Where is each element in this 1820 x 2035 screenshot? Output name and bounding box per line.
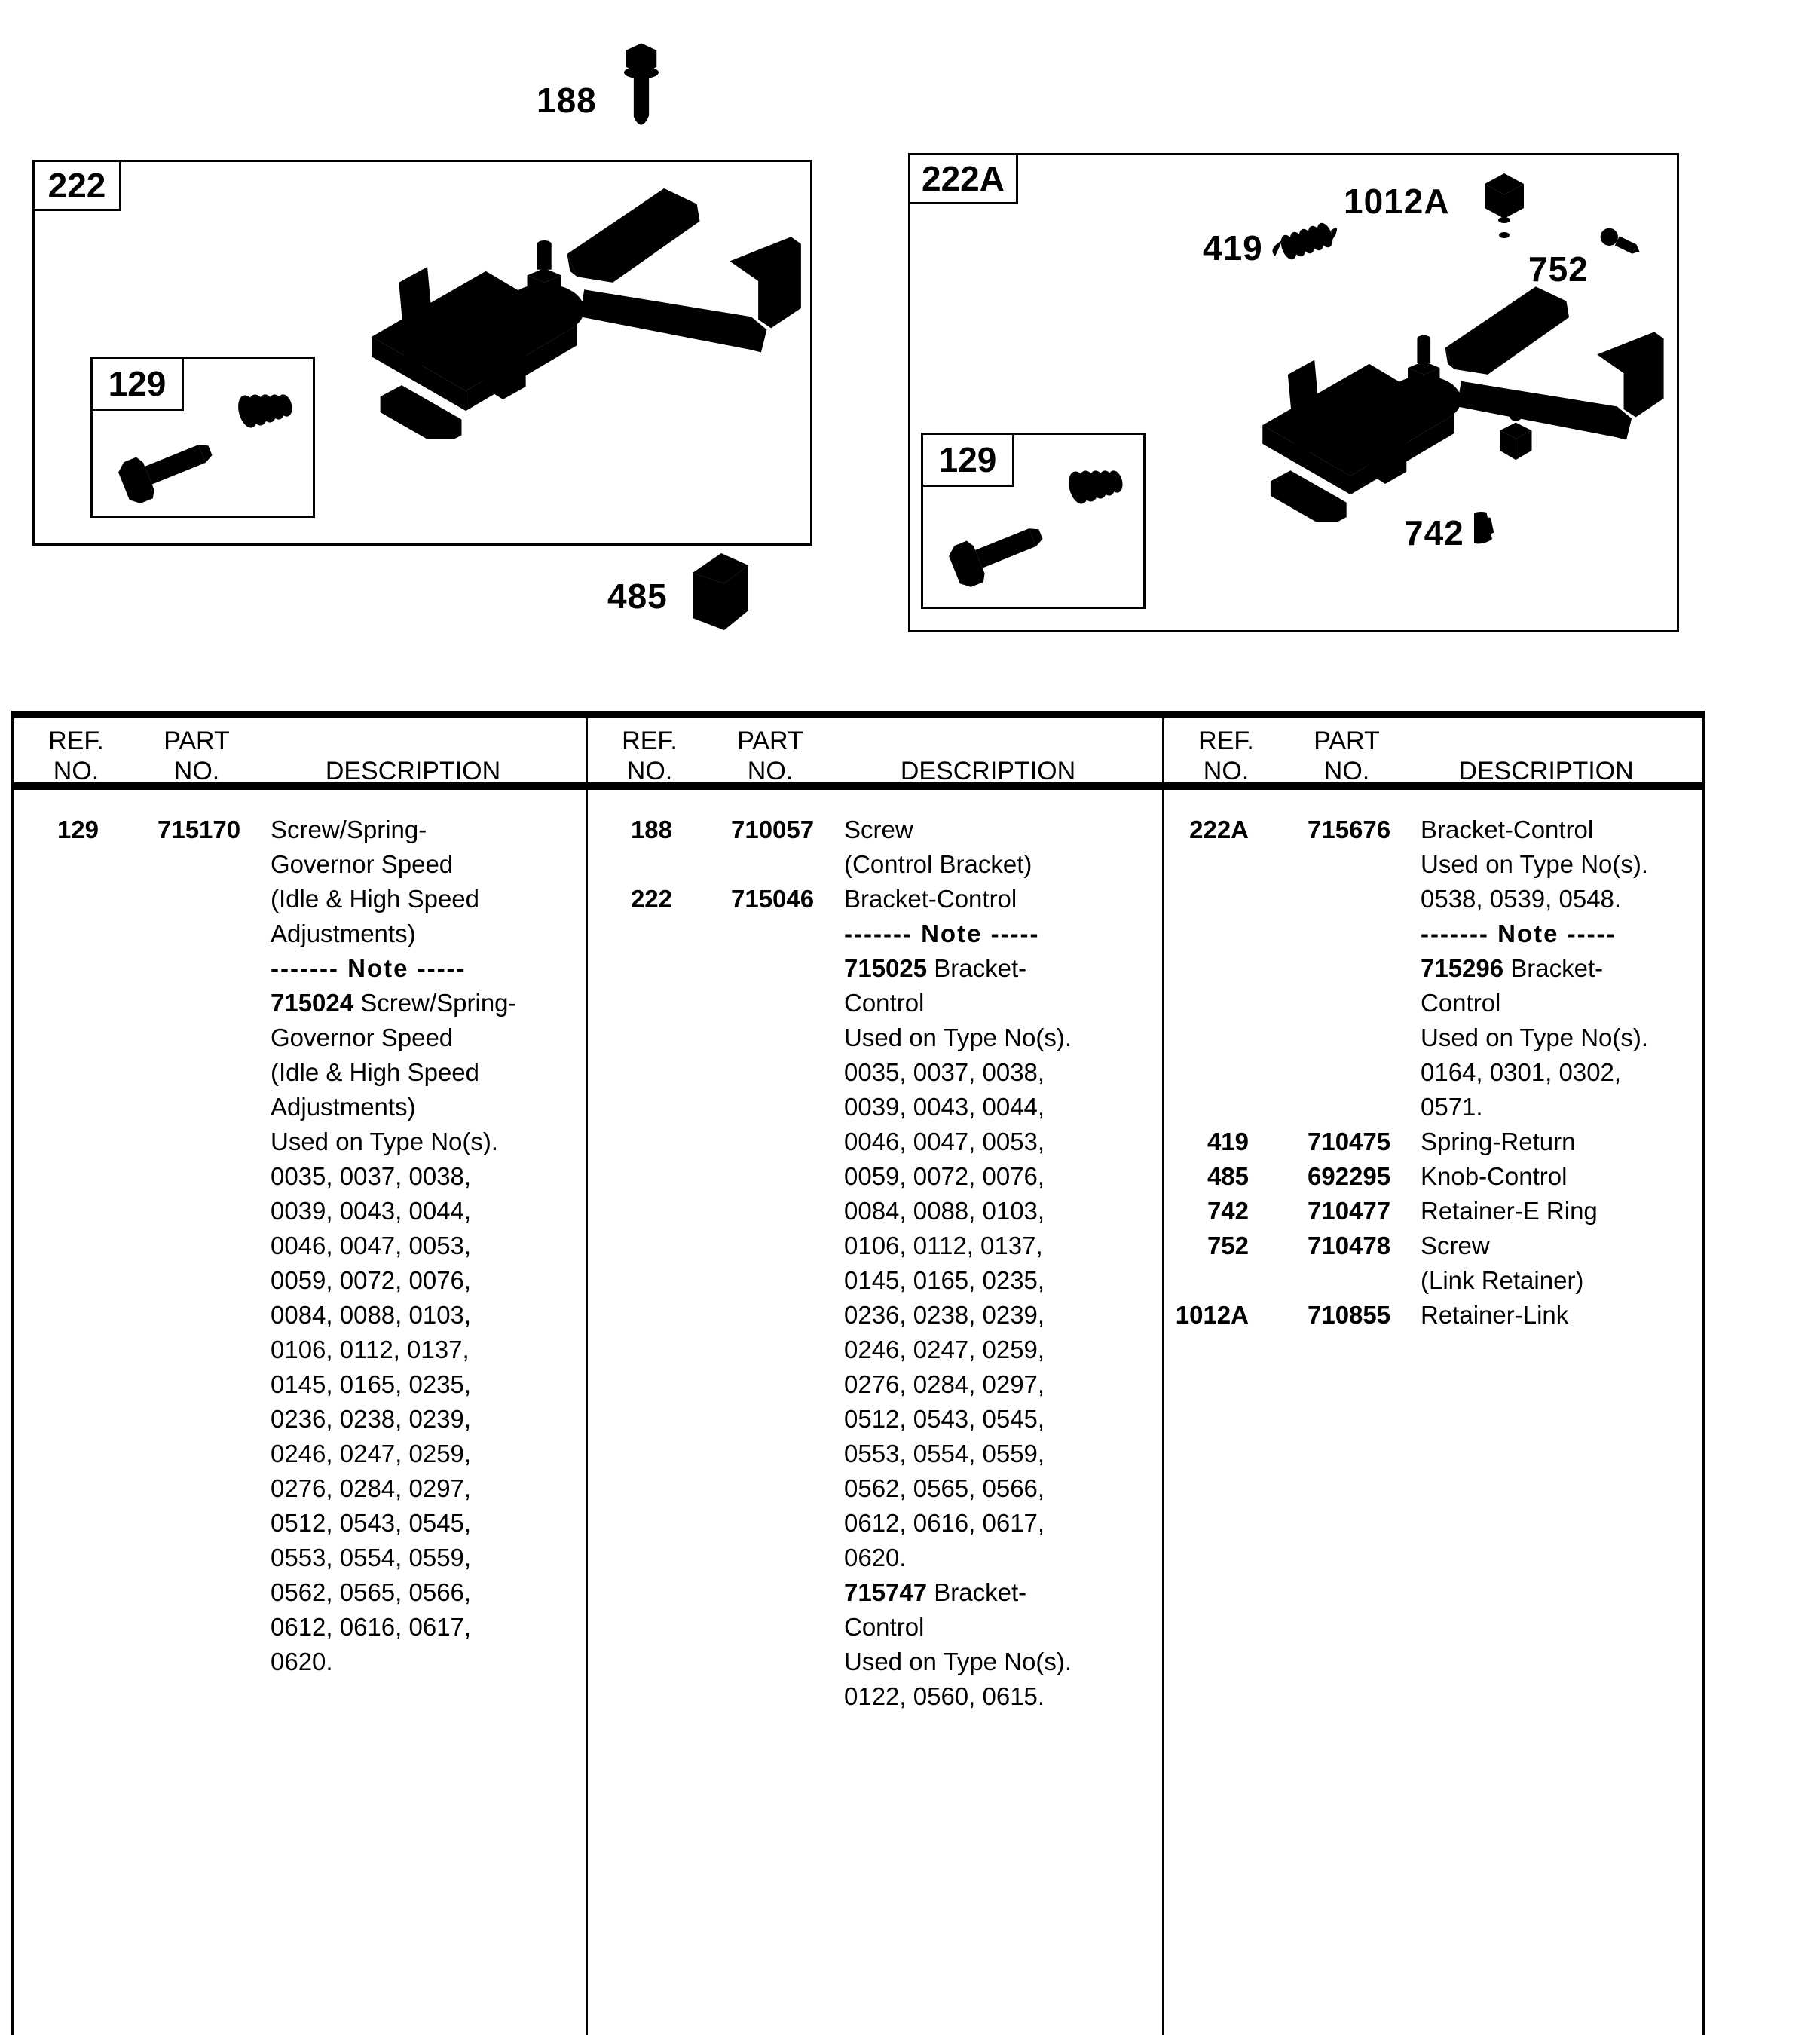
parts-entry [1164,1159,1702,1194]
header-text-line: PART [164,727,230,755]
description-line: 0620. [271,1648,333,1675]
callout-188-label: 188 [537,81,597,120]
parts-table-body [14,790,1702,2035]
alt-part-no: 715747 [844,1578,928,1606]
callout-1012a-label: 1012A [1344,182,1450,221]
description-line: Retainer-Link [1421,1301,1569,1329]
part-no: 715046 [731,885,815,913]
description-line: Governor Speed [271,850,454,878]
description-line: Screw [844,816,913,843]
description-line: 0571. [1421,1093,1483,1121]
governor-spring-icon [1063,461,1133,510]
ref-no: 129 [57,816,99,843]
description-line: 0046, 0047, 0053, [271,1232,472,1259]
control-bracket-illustration [1224,273,1667,522]
parts-entry [1164,1298,1702,1333]
description-line: 0084, 0088, 0103, [844,1197,1045,1225]
callout-485-label: 485 [607,577,668,616]
description [1421,812,1702,1125]
description [844,882,1162,1714]
description-line: 0122, 0560, 0615. [844,1682,1045,1710]
description-line: Used on Type No(s). [271,1128,499,1155]
part-no: 710475 [1308,1128,1391,1155]
note-divider: ------- Note ----- [844,920,1040,947]
description [1421,1159,1702,1194]
header-text-line: DESCRIPTION [900,757,1076,785]
governor-screw-icon [943,507,1063,596]
description-line: 0246, 0247, 0259, [271,1440,472,1467]
description-line: Control [844,1613,925,1641]
description-line: 0562, 0565, 0566, [844,1474,1045,1502]
note-divider: ------- Note ----- [1421,920,1617,947]
header-text-line: REF. [1198,727,1254,755]
inset-129-tag: 129 [90,357,184,411]
ref-no: 742 [1207,1197,1249,1225]
description [844,812,1162,882]
description-line: 0620. [844,1544,907,1571]
return-spring-icon [1268,214,1346,268]
header-ref-no [32,726,120,786]
description-line: 715296 Bracket- [1421,954,1604,982]
ref-no: 752 [1207,1232,1249,1259]
description-line: 0512, 0543, 0545, [271,1509,472,1537]
parts-entry [1164,812,1702,1125]
description-line: 0276, 0284, 0297, [271,1474,472,1502]
description-line: 0538, 0539, 0548. [1421,885,1622,913]
header-text-line: DESCRIPTION [1458,757,1634,785]
header-text-line: PART [1314,727,1380,755]
ref-no: 222A [1189,816,1249,843]
parts-entry [588,882,1162,1714]
parts-entry [1164,1125,1702,1159]
header-text-line: NO. [1323,757,1370,785]
description-line: Adjustments) [271,920,416,947]
description-line: 715747 Bracket- [844,1578,1027,1606]
part-no: 715676 [1308,816,1391,843]
description-line: 0039, 0043, 0044, [271,1197,472,1225]
part-no: 715170 [158,816,241,843]
ref-no: 188 [630,816,672,843]
header-part-no [148,726,245,786]
description-line: 0512, 0543, 0545, [844,1405,1045,1433]
hex-bolt-icon [616,39,666,143]
parts-column-1 [14,790,586,2035]
figure-box-222a [908,153,1679,632]
e-ring-icon [1474,503,1522,544]
header-column [586,718,1162,785]
governor-spring-icon [233,384,302,434]
description-line: 0039, 0043, 0044, [844,1093,1045,1121]
callout-752-label: 752 [1528,249,1589,289]
ref-no: 419 [1207,1128,1249,1155]
ref-no: 222 [630,885,672,913]
description-line: Spring-Return [1421,1128,1576,1155]
description-line: Used on Type No(s). [844,1648,1072,1675]
header-text-line: NO. [1203,757,1250,785]
description-line: Screw/Spring- [271,816,427,843]
link-retainer-screw-icon [1596,219,1647,267]
callout-742-label: 742 [1404,513,1464,552]
inset-box-129 [921,433,1146,609]
parts-column-3 [1162,790,1702,2035]
parts-entry [1164,1229,1702,1298]
description-line: (Idle & High Speed [271,1058,480,1086]
header-text-line: NO. [747,757,794,785]
description-line: 0236, 0238, 0239, [844,1301,1045,1329]
description-line: (Idle & High Speed [271,885,480,913]
header-column [14,718,586,785]
description-line: Knob-Control [1421,1162,1568,1190]
description-line: Governor Speed [271,1024,454,1051]
header-text-line: NO. [53,757,99,785]
description [271,812,586,1679]
description-line: 0553, 0554, 0559, [271,1544,472,1571]
header-ref-no [606,726,693,786]
alt-part-no: 715296 [1421,954,1504,982]
parts-entry [14,812,586,1679]
figure-222a-tag: 222A [908,153,1018,204]
description-line: 0035, 0037, 0038, [844,1058,1045,1086]
alt-part-no: 715024 [271,989,354,1017]
header-ref-no [1182,726,1270,786]
header-text-line: PART [737,727,803,755]
parts-entry [1164,1194,1702,1229]
description-line: (Control Bracket) [844,850,1032,878]
governor-screw-icon [112,424,233,513]
description-line: 0164, 0301, 0302, [1421,1058,1622,1086]
description-line: (Link Retainer) [1421,1266,1584,1294]
control-bracket-illustration [330,174,805,439]
part-no: 692295 [1308,1162,1391,1190]
figure-box-222 [32,160,812,546]
header-description [1413,756,1679,786]
description-line: 0106, 0112, 0137, [271,1336,470,1363]
inset-129-tag: 129 [921,433,1014,487]
header-text-line: DESCRIPTION [325,757,501,785]
part-no: 710478 [1308,1232,1391,1259]
description-line: Used on Type No(s). [844,1024,1072,1051]
description [1421,1298,1702,1333]
description-line: 0276, 0284, 0297, [844,1370,1045,1398]
description-line: 0084, 0088, 0103, [271,1301,472,1329]
link-retainer-icon [1474,161,1534,253]
control-knob-icon [680,544,757,633]
header-column [1162,718,1702,785]
header-text-line: NO. [626,757,673,785]
header-description [263,756,563,786]
description-line: Screw [1421,1232,1490,1259]
description-line: Used on Type No(s). [1421,850,1649,878]
description-line: 715024 Screw/Spring- [271,989,517,1017]
part-no: 710477 [1308,1197,1391,1225]
ref-no: 485 [1207,1162,1249,1190]
figure-222-tag: 222 [32,160,121,211]
description-line: 0562, 0565, 0566, [271,1578,472,1606]
parts-column-2 [586,790,1162,2035]
description [1421,1194,1702,1229]
description-line: Control [844,989,925,1017]
header-description [837,756,1139,786]
description-line: 0059, 0072, 0076, [271,1266,472,1294]
header-text-line: REF. [48,727,104,755]
description-line: Adjustments) [271,1093,416,1121]
description-line: 715025 Bracket- [844,954,1027,982]
header-text-line: REF. [622,727,678,755]
description-line: Retainer-E Ring [1421,1197,1598,1225]
description-line: Control [1421,989,1501,1017]
parts-entry [588,812,1162,882]
description-line: 0145, 0165, 0235, [844,1266,1045,1294]
inset-box-129 [90,357,315,518]
header-text-line: NO. [173,757,220,785]
description [1421,1125,1702,1159]
callout-419-label: 419 [1203,228,1263,268]
description-line: Bracket-Control [844,885,1017,913]
description-line: 0612, 0616, 0617, [844,1509,1045,1537]
description-line: Used on Type No(s). [1421,1024,1649,1051]
parts-table [11,711,1705,2035]
description-line: 0106, 0112, 0137, [844,1232,1043,1259]
ref-no: 1012A [1175,1301,1249,1329]
description-line: 0553, 0554, 0559, [844,1440,1045,1467]
description-line: 0035, 0037, 0038, [271,1162,472,1190]
description-line: 0145, 0165, 0235, [271,1370,472,1398]
description-line: 0046, 0047, 0053, [844,1128,1045,1155]
parts-table-header [14,718,1702,790]
description [1421,1229,1702,1298]
description-line: 0612, 0616, 0617, [271,1613,472,1641]
header-part-no [722,726,818,786]
part-no: 710057 [731,816,815,843]
part-no: 710855 [1308,1301,1391,1329]
description-line: 0236, 0238, 0239, [271,1405,472,1433]
description-line: 0246, 0247, 0259, [844,1336,1045,1363]
header-part-no [1298,726,1395,786]
description-line: 0059, 0072, 0076, [844,1162,1045,1190]
description-line: Bracket-Control [1421,816,1594,843]
note-divider: ------- Note ----- [271,954,466,982]
alt-part-no: 715025 [844,954,928,982]
